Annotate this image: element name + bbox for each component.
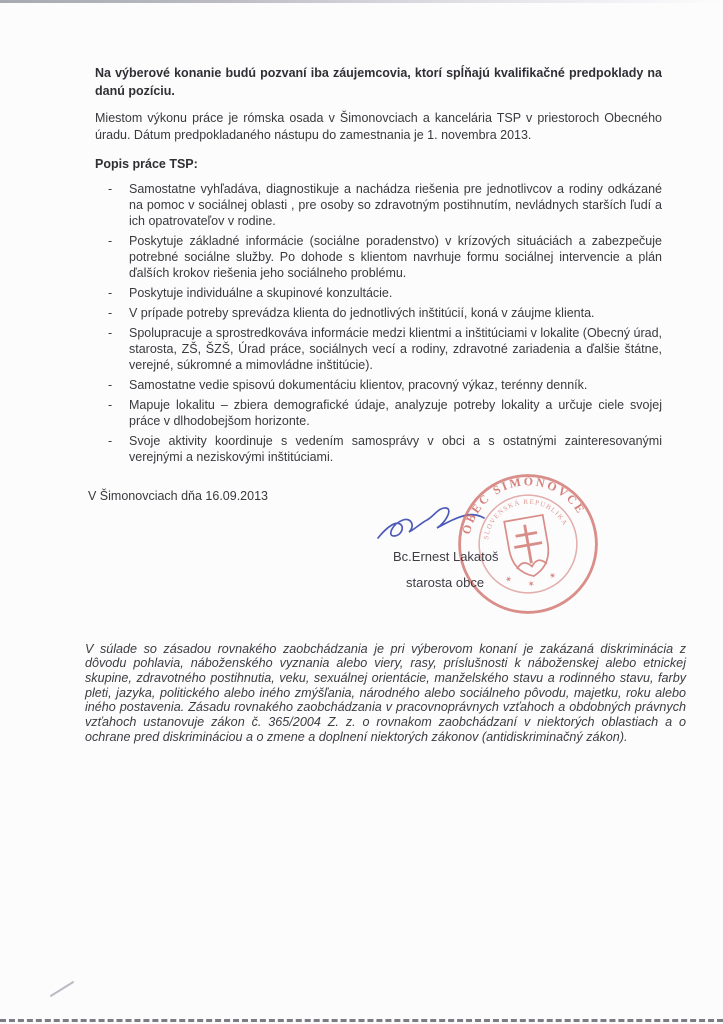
stamp-coat-of-arms xyxy=(504,515,553,580)
stamp-inner-text: SLOVENSKÁ REPUBLIKA xyxy=(483,498,569,541)
bullet-dash: - xyxy=(108,182,113,196)
duties-list xyxy=(95,181,662,465)
document-body xyxy=(95,64,662,469)
duty-text: V prípade potreby sprevádza klienta do jednotlivých inštitúcií, koná v záujme klienta. xyxy=(129,306,595,320)
bullet-dash: - xyxy=(108,286,113,300)
job-description-heading: Popis práce TSP: xyxy=(95,157,198,171)
duty-text: Samostatne vedie spisovú dokumentáciu klientov, pracovný výkaz, terénny denník. xyxy=(129,378,588,392)
bullet-dash: - xyxy=(108,234,113,248)
duty-text: Mapuje lokalitu – zbiera demografické údaje, analyzuje potreby lokality a určuje ciele svojej práce v dlhodobejšom horizonte. xyxy=(129,398,662,428)
bullet-dash: - xyxy=(108,306,113,320)
bullet-dash: - xyxy=(108,378,113,392)
duty-text: Poskytuje základné informácie (sociálne poradenstvo) v krízových situáciách a zabezpečuje potrebné sociálne služby. Po dohode s klientom navrhuje formu sociálnej intervencie a plán ďalších krokov riešenia jeho sociálneho problému. xyxy=(129,234,662,280)
date-line: V Šimonovciach dňa 16.09.2013 xyxy=(88,489,268,503)
duty-item xyxy=(95,397,662,429)
bullet-dash: - xyxy=(108,434,113,448)
duty-item xyxy=(95,285,662,301)
bullet-dash: - xyxy=(108,326,113,340)
signatory-name: Bc.Ernest Lakatoš xyxy=(393,549,499,564)
legal-notice-paragraph: V súlade so zásadou rovnakého zaobchádzania je pri výberovom konaní je zakázaná diskriminácia z dôvodu pohlavia, náboženského vyznania alebo viery, rasy, príslušnosti k náboženskej alebo etnickej skupine, zdravotného postihnutia, veku, sexuálnej orientácie, manželského stavu a rodinného stavu, farby pleti, jazyka, politického alebo iného zmýšľania, národného alebo sociálneho pôvodu, majetku, roku alebo iného postavenia. Zásadu rovnakého zaobchádzania v pracovnoprávnych vzťahoch a obdobných právnych vzťahoch ustanovuje zákon č. 365/2004 Z. z. o rovnakom zaobchádzaní v niektorých oblastiach a o ochrane pred diskrimináciou a o zmene a doplnení niektorých zákonov (antidiskriminačný zákon). xyxy=(85,641,686,744)
duty-item xyxy=(95,325,662,373)
scan-top-edge-artifact xyxy=(0,0,723,3)
official-stamp xyxy=(452,466,604,622)
work-location-paragraph: Miestom výkonu práce je rómska osada v Šimonovciach a kancelária TSP v priestoroch Obecného úradu. Dátum predpokladaného nástupu do zamestnania je 1. novembra 2013. xyxy=(95,111,662,142)
intro-paragraph: Na výberové konanie budú pozvaní iba záujemcovia, ktorí spĺňajú kvalifikačné predpoklady na danú pozíciu. xyxy=(95,66,662,98)
stamp-stars: ✶ ✶ ✶ xyxy=(503,564,565,590)
duty-text: Spolupracuje a sprostredkováva informácie medzi klientmi a inštitúciami v lokalite (Obecný úrad, starosta, ZŠ, ŠZŠ, Úrad práce, sociálnych vecí a rodiny, zdravotné zariadenia a ďalšie štátne, verejné, súkromné a mimovládne inštitúcie). xyxy=(129,326,662,372)
signatory-title: starosta obce xyxy=(406,575,485,590)
scan-bottom-perforation xyxy=(0,1019,723,1022)
duty-item xyxy=(95,377,662,393)
bullet-dash: - xyxy=(108,398,113,412)
duty-text: Svoje aktivity koordinuje s vedením samosprávy v obci a s ostatnými zainteresovanými verejnými a neziskovými inštitúciami. xyxy=(129,434,662,464)
duty-item xyxy=(95,305,662,321)
pen-mark-artifact xyxy=(50,981,75,998)
duty-item xyxy=(95,181,662,229)
duty-text: Poskytuje individuálne a skupinové konzultácie. xyxy=(129,286,393,300)
duty-item xyxy=(95,233,662,281)
duty-item xyxy=(95,433,662,465)
stamp-ring-text: OBEC ŠIMONOVCE xyxy=(459,474,589,536)
duty-text: Samostatne vyhľadáva, diagnostikuje a nachádza riešenia pre jednotlivcov a rodiny odkázané na pomoc v sociálnej oblasti , pre osoby so zdravotným postihnutím, nevládnych starších ľudí a ich opatrovateľov v rodine. xyxy=(129,182,662,228)
